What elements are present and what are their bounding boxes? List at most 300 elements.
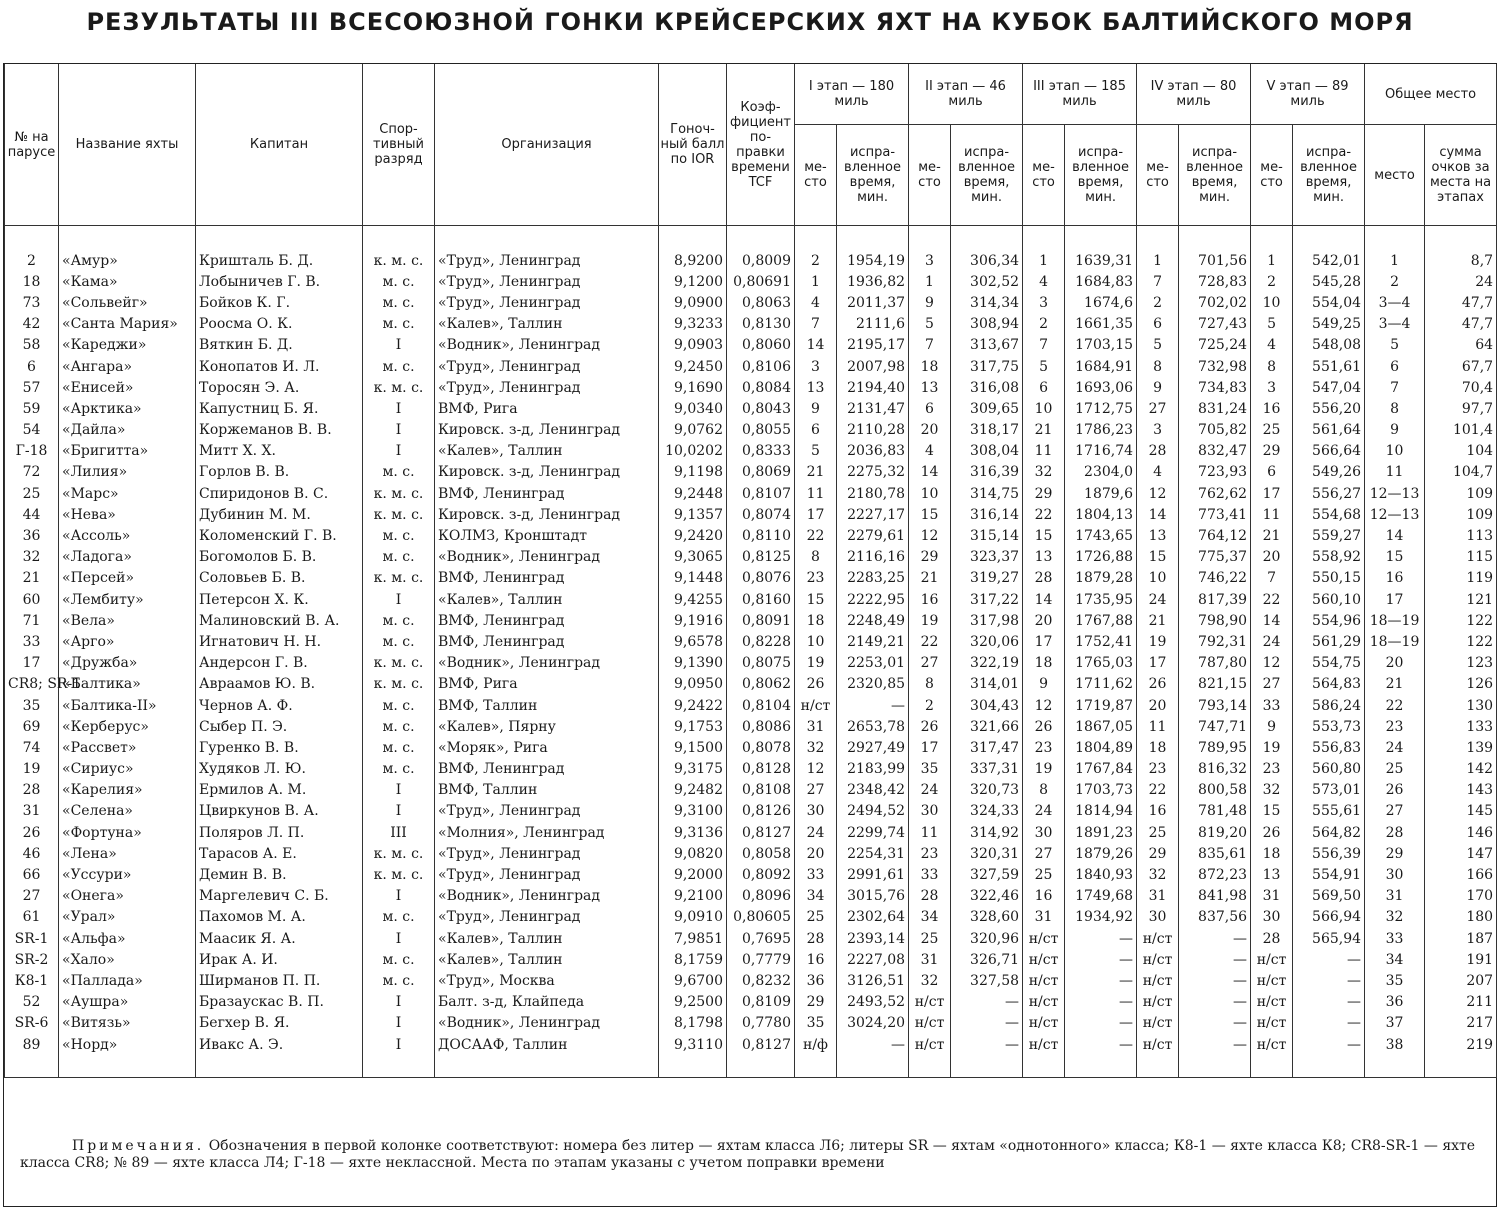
stage-5-place-cell: 30: [1251, 907, 1293, 928]
stage-1-time-cell: 2275,32: [837, 462, 909, 483]
stage-1-time-cell: 2110,28: [837, 420, 909, 441]
stage-1-place-cell: 25: [795, 907, 837, 928]
ior-rating-cell: 9,2420: [659, 525, 727, 546]
header-sail-no: № на парусе: [5, 64, 59, 226]
stage-3-time-cell: 1804,89: [1065, 737, 1137, 758]
header-stage-4-place: место: [1137, 125, 1179, 226]
captain-cell: Ермилов А. М.: [196, 780, 363, 801]
stage-3-time-cell: 1674,6: [1065, 292, 1137, 313]
stage-4-time-cell: —: [1179, 1034, 1251, 1055]
stage-1-time-cell: 2011,37: [837, 292, 909, 313]
stage-5-time-cell: 565,94: [1293, 928, 1365, 949]
stage-2-place-cell: 5: [909, 314, 951, 335]
rank-cell: м. с.: [363, 759, 435, 780]
ior-rating-cell: 9,0910: [659, 907, 727, 928]
rank-cell: к. м. с.: [363, 250, 435, 271]
overall-sum-cell: 64: [1425, 335, 1497, 356]
stage-4-time-cell: 792,31: [1179, 631, 1251, 652]
table-row: [5, 1013, 1497, 1034]
overall-place-cell: 7: [1365, 377, 1425, 398]
stage-3-time-cell: 1767,84: [1065, 759, 1137, 780]
stage-5-time-cell: 545,28: [1293, 271, 1365, 292]
stage-5-time-cell: 559,27: [1293, 525, 1365, 546]
stage-4-place-cell: н/ст: [1137, 928, 1179, 949]
captain-cell: Ивакс А. Э.: [196, 1034, 363, 1055]
captain-cell: Вяткин Б. Д.: [196, 335, 363, 356]
stage-3-time-cell: 1703,73: [1065, 780, 1137, 801]
overall-place-cell: 17: [1365, 589, 1425, 610]
overall-place-cell: 18—19: [1365, 610, 1425, 631]
ior-rating-cell: 9,3065: [659, 547, 727, 568]
sail-no-cell: 58: [5, 335, 59, 356]
stage-5-time-cell: 554,04: [1293, 292, 1365, 313]
ior-rating-cell: 9,3175: [659, 759, 727, 780]
stage-3-place-cell: 2: [1023, 314, 1065, 335]
table-row: [5, 992, 1497, 1013]
table-row: [5, 377, 1497, 398]
organization-cell: «Труд», Ленинград: [435, 250, 659, 271]
stage-1-place-cell: 1: [795, 271, 837, 292]
stage-1-place-cell: 29: [795, 992, 837, 1013]
stage-3-place-cell: 19: [1023, 759, 1065, 780]
stage-3-time-cell: 1684,83: [1065, 271, 1137, 292]
header-yacht-name: Название яхты: [59, 64, 196, 226]
stage-5-place-cell: 14: [1251, 610, 1293, 631]
rank-cell: м. с.: [363, 314, 435, 335]
stage-1-time-cell: 2131,47: [837, 398, 909, 419]
stage-5-place-cell: 6: [1251, 462, 1293, 483]
table-row: [5, 483, 1497, 504]
organization-cell: «Водник», Ленинград: [435, 1013, 659, 1034]
stage-4-time-cell: 781,48: [1179, 801, 1251, 822]
stage-2-place-cell: 3: [909, 250, 951, 271]
stage-5-time-cell: —: [1293, 949, 1365, 970]
stage-1-place-cell: н/ф: [795, 1034, 837, 1055]
ior-rating-cell: 9,6700: [659, 970, 727, 991]
stage-3-place-cell: 24: [1023, 801, 1065, 822]
stage-4-place-cell: 28: [1137, 441, 1179, 462]
ior-rating-cell: 9,1753: [659, 716, 727, 737]
stage-5-time-cell: 560,80: [1293, 759, 1365, 780]
table-row: [5, 441, 1497, 462]
captain-cell: Пахомов М. А.: [196, 907, 363, 928]
stage-4-time-cell: 701,56: [1179, 250, 1251, 271]
header-stage-3: III этап — 185 миль: [1023, 64, 1137, 125]
table-row: [5, 759, 1497, 780]
stage-2-place-cell: 25: [909, 928, 951, 949]
overall-place-cell: 8: [1365, 398, 1425, 419]
rank-cell: к. м. с.: [363, 843, 435, 864]
stage-3-time-cell: 1867,05: [1065, 716, 1137, 737]
stage-5-place-cell: 16: [1251, 398, 1293, 419]
captain-cell: Авраамов Ю. В.: [196, 674, 363, 695]
overall-place-cell: 36: [1365, 992, 1425, 1013]
organization-cell: «Труд», Ленинград: [435, 377, 659, 398]
stage-2-time-cell: 304,43: [951, 695, 1023, 716]
stage-3-place-cell: 28: [1023, 568, 1065, 589]
stage-4-place-cell: 1: [1137, 250, 1179, 271]
sail-no-cell: 28: [5, 780, 59, 801]
stage-3-time-cell: 1719,87: [1065, 695, 1137, 716]
stage-2-place-cell: 23: [909, 843, 951, 864]
stage-4-time-cell: 728,83: [1179, 271, 1251, 292]
captain-cell: Петерсон Х. К.: [196, 589, 363, 610]
stage-3-time-cell: 1814,94: [1065, 801, 1137, 822]
ior-rating-cell: 9,1448: [659, 568, 727, 589]
tcf-cell: 0,8043: [727, 398, 795, 419]
sail-no-cell: SR-1: [5, 928, 59, 949]
stage-1-time-cell: 3015,76: [837, 886, 909, 907]
ior-rating-cell: 9,2100: [659, 886, 727, 907]
stage-2-place-cell: 12: [909, 525, 951, 546]
stage-1-place-cell: 11: [795, 483, 837, 504]
overall-sum-cell: 97,7: [1425, 398, 1497, 419]
stage-3-place-cell: 11: [1023, 441, 1065, 462]
yacht-name-cell: «Ангара»: [59, 356, 196, 377]
stage-4-place-cell: 14: [1137, 504, 1179, 525]
rank-cell: I: [363, 335, 435, 356]
ior-rating-cell: 9,0903: [659, 335, 727, 356]
organization-cell: «Труд», Ленинград: [435, 864, 659, 885]
stage-1-time-cell: 1936,82: [837, 271, 909, 292]
stage-1-place-cell: 31: [795, 716, 837, 737]
stage-2-time-cell: 326,71: [951, 949, 1023, 970]
stage-2-place-cell: 28: [909, 886, 951, 907]
yacht-name-cell: «Бригитта»: [59, 441, 196, 462]
stage-2-place-cell: н/ст: [909, 992, 951, 1013]
header-stage-2-place: место: [909, 125, 951, 226]
stage-1-time-cell: 1954,19: [837, 250, 909, 271]
organization-cell: «Труд», Ленинград: [435, 843, 659, 864]
stage-2-time-cell: 320,06: [951, 631, 1023, 652]
rank-cell: м. с.: [363, 547, 435, 568]
organization-cell: ВМФ, Ленинград: [435, 759, 659, 780]
overall-place-cell: 29: [1365, 843, 1425, 864]
stage-5-place-cell: 4: [1251, 335, 1293, 356]
yacht-name-cell: «Витязь»: [59, 1013, 196, 1034]
overall-sum-cell: 113: [1425, 525, 1497, 546]
sail-no-cell: 32: [5, 547, 59, 568]
stage-1-time-cell: 2180,78: [837, 483, 909, 504]
tcf-cell: 0,7780: [727, 1013, 795, 1034]
table-row: [5, 356, 1497, 377]
stage-2-place-cell: 35: [909, 759, 951, 780]
stage-1-place-cell: 18: [795, 610, 837, 631]
stage-5-time-cell: 554,68: [1293, 504, 1365, 525]
rank-cell: III: [363, 822, 435, 843]
stage-3-time-cell: 1639,31: [1065, 250, 1137, 271]
overall-place-cell: 14: [1365, 525, 1425, 546]
tcf-cell: 0,80691: [727, 271, 795, 292]
stage-1-place-cell: 35: [795, 1013, 837, 1034]
stage-5-time-cell: 549,26: [1293, 462, 1365, 483]
stage-1-place-cell: 7: [795, 314, 837, 335]
rank-cell: I: [363, 928, 435, 949]
header-stage-2: II этап — 46 миль: [909, 64, 1023, 125]
organization-cell: «Водник», Ленинград: [435, 335, 659, 356]
stage-5-place-cell: 9: [1251, 716, 1293, 737]
stage-3-time-cell: —: [1065, 1013, 1137, 1034]
organization-cell: ДОСААФ, Таллин: [435, 1034, 659, 1055]
table-spacer: [5, 1055, 1497, 1078]
stage-4-place-cell: 32: [1137, 864, 1179, 885]
footnote-lead: Примечания.: [72, 1138, 205, 1154]
overall-place-cell: 3—4: [1365, 292, 1425, 313]
stage-5-place-cell: 22: [1251, 589, 1293, 610]
captain-cell: Бойков К. Г.: [196, 292, 363, 313]
stage-1-time-cell: 3024,20: [837, 1013, 909, 1034]
stage-1-place-cell: 22: [795, 525, 837, 546]
stage-3-time-cell: 2304,0: [1065, 462, 1137, 483]
stage-2-place-cell: 6: [909, 398, 951, 419]
stage-1-place-cell: 13: [795, 377, 837, 398]
overall-sum-cell: 104: [1425, 441, 1497, 462]
stage-5-time-cell: —: [1293, 1034, 1365, 1055]
rank-cell: м. с.: [363, 462, 435, 483]
stage-1-time-cell: 2195,17: [837, 335, 909, 356]
stage-1-place-cell: 2: [795, 250, 837, 271]
stage-4-time-cell: —: [1179, 949, 1251, 970]
table-row: [5, 780, 1497, 801]
ior-rating-cell: 10,0202: [659, 441, 727, 462]
stage-1-place-cell: 6: [795, 420, 837, 441]
header-stage-4: IV этап — 80 миль: [1137, 64, 1251, 125]
stage-5-place-cell: 2: [1251, 271, 1293, 292]
organization-cell: ВМФ, Ленинград: [435, 483, 659, 504]
stage-4-time-cell: 732,98: [1179, 356, 1251, 377]
organization-cell: «Труд», Ленинград: [435, 271, 659, 292]
stage-3-time-cell: 1891,23: [1065, 822, 1137, 843]
yacht-name-cell: «Урал»: [59, 907, 196, 928]
sail-no-cell: CR8; SR-1: [5, 674, 59, 695]
stage-2-place-cell: 21: [909, 568, 951, 589]
stage-2-time-cell: 327,58: [951, 970, 1023, 991]
captain-cell: Богомолов Б. В.: [196, 547, 363, 568]
stage-4-time-cell: 793,14: [1179, 695, 1251, 716]
table-row: [5, 801, 1497, 822]
yacht-name-cell: «Паллада»: [59, 970, 196, 991]
stage-5-time-cell: 542,01: [1293, 250, 1365, 271]
stage-3-time-cell: 1726,88: [1065, 547, 1137, 568]
overall-sum-cell: 47,7: [1425, 314, 1497, 335]
rank-cell: м. с.: [363, 737, 435, 758]
stage-1-time-cell: 2254,31: [837, 843, 909, 864]
stage-3-time-cell: —: [1065, 1034, 1137, 1055]
stage-4-time-cell: 705,82: [1179, 420, 1251, 441]
overall-sum-cell: 47,7: [1425, 292, 1497, 313]
overall-sum-cell: 146: [1425, 822, 1497, 843]
stage-4-place-cell: 24: [1137, 589, 1179, 610]
stage-4-time-cell: 746,22: [1179, 568, 1251, 589]
overall-sum-cell: 145: [1425, 801, 1497, 822]
stage-3-time-cell: 1711,62: [1065, 674, 1137, 695]
stage-3-place-cell: н/ст: [1023, 992, 1065, 1013]
stage-1-time-cell: 2991,61: [837, 864, 909, 885]
stage-3-time-cell: 1879,6: [1065, 483, 1137, 504]
stage-4-time-cell: 819,20: [1179, 822, 1251, 843]
stage-4-time-cell: 762,62: [1179, 483, 1251, 504]
stage-3-place-cell: н/ст: [1023, 1013, 1065, 1034]
header-stage-3-place: место: [1023, 125, 1065, 226]
stage-5-place-cell: 13: [1251, 864, 1293, 885]
stage-4-place-cell: 20: [1137, 695, 1179, 716]
header-stage-4-time: исправленное время, мин.: [1179, 125, 1251, 226]
tcf-cell: 0,8055: [727, 420, 795, 441]
table-row: [5, 907, 1497, 928]
tcf-cell: 0,8108: [727, 780, 795, 801]
overall-place-cell: 22: [1365, 695, 1425, 716]
yacht-name-cell: «Ассоль»: [59, 525, 196, 546]
organization-cell: ВМФ, Ленинград: [435, 610, 659, 631]
tcf-cell: 0,8009: [727, 250, 795, 271]
overall-place-cell: 12—13: [1365, 483, 1425, 504]
stage-1-place-cell: 9: [795, 398, 837, 419]
stage-5-time-cell: 564,83: [1293, 674, 1365, 695]
tcf-cell: 0,8333: [727, 441, 795, 462]
stage-1-place-cell: 20: [795, 843, 837, 864]
stage-1-time-cell: 3126,51: [837, 970, 909, 991]
header-stage-5: V этап — 89 миль: [1251, 64, 1365, 125]
sail-no-cell: 6: [5, 356, 59, 377]
stage-3-place-cell: 3: [1023, 292, 1065, 313]
rank-cell: м. с.: [363, 970, 435, 991]
header-stage-2-time: исправленное время, мин.: [951, 125, 1023, 226]
stage-2-time-cell: 316,08: [951, 377, 1023, 398]
overall-sum-cell: 101,4: [1425, 420, 1497, 441]
stage-1-place-cell: 32: [795, 737, 837, 758]
overall-place-cell: 12—13: [1365, 504, 1425, 525]
rank-cell: I: [363, 992, 435, 1013]
stage-3-place-cell: 30: [1023, 822, 1065, 843]
tcf-cell: 0,8084: [727, 377, 795, 398]
captain-cell: Коломенский Г. В.: [196, 525, 363, 546]
stage-5-place-cell: 18: [1251, 843, 1293, 864]
overall-sum-cell: 147: [1425, 843, 1497, 864]
stage-3-place-cell: 17: [1023, 631, 1065, 652]
overall-place-cell: 23: [1365, 716, 1425, 737]
stage-4-place-cell: 2: [1137, 292, 1179, 313]
header-stage-1-time: исправленное время, мин.: [837, 125, 909, 226]
stage-5-place-cell: 1: [1251, 250, 1293, 271]
stage-2-time-cell: 321,66: [951, 716, 1023, 737]
overall-sum-cell: 109: [1425, 504, 1497, 525]
table-row: [5, 589, 1497, 610]
stage-2-place-cell: 9: [909, 292, 951, 313]
stage-3-time-cell: 1703,15: [1065, 335, 1137, 356]
sail-no-cell: 27: [5, 886, 59, 907]
stage-4-time-cell: —: [1179, 992, 1251, 1013]
rank-cell: к. м. с.: [363, 504, 435, 525]
stage-2-place-cell: 2: [909, 695, 951, 716]
table-row: [5, 970, 1497, 991]
stage-5-place-cell: н/ст: [1251, 970, 1293, 991]
stage-4-place-cell: 23: [1137, 759, 1179, 780]
yacht-name-cell: «Балтика-II»: [59, 695, 196, 716]
overall-place-cell: 18—19: [1365, 631, 1425, 652]
captain-cell: Андерсон Г. В.: [196, 653, 363, 674]
overall-place-cell: 10: [1365, 441, 1425, 462]
stage-4-time-cell: 789,95: [1179, 737, 1251, 758]
organization-cell: ВМФ, Таллин: [435, 780, 659, 801]
stage-4-time-cell: 816,32: [1179, 759, 1251, 780]
tcf-cell: 0,8075: [727, 653, 795, 674]
stage-3-place-cell: 16: [1023, 886, 1065, 907]
stage-3-place-cell: 5: [1023, 356, 1065, 377]
stage-1-place-cell: 26: [795, 674, 837, 695]
stage-3-time-cell: 1712,75: [1065, 398, 1137, 419]
ior-rating-cell: 9,1390: [659, 653, 727, 674]
stage-2-time-cell: 324,33: [951, 801, 1023, 822]
sail-no-cell: 42: [5, 314, 59, 335]
stage-1-time-cell: 2283,25: [837, 568, 909, 589]
ior-rating-cell: 9,3110: [659, 1034, 727, 1055]
ior-rating-cell: 9,2422: [659, 695, 727, 716]
sail-no-cell: 52: [5, 992, 59, 1013]
organization-cell: Балт. з-д, Клайпеда: [435, 992, 659, 1013]
tcf-cell: 0,8060: [727, 335, 795, 356]
stage-5-place-cell: 12: [1251, 653, 1293, 674]
stage-2-time-cell: 308,04: [951, 441, 1023, 462]
organization-cell: «Моряк», Рига: [435, 737, 659, 758]
stage-2-place-cell: 16: [909, 589, 951, 610]
captain-cell: Ирак А. И.: [196, 949, 363, 970]
captain-cell: Горлов В. В.: [196, 462, 363, 483]
stage-1-time-cell: 2320,85: [837, 674, 909, 695]
stage-5-time-cell: 554,96: [1293, 610, 1365, 631]
stage-3-place-cell: 29: [1023, 483, 1065, 504]
stage-3-time-cell: 1752,41: [1065, 631, 1137, 652]
stage-2-time-cell: 319,27: [951, 568, 1023, 589]
yacht-name-cell: «Уссури»: [59, 864, 196, 885]
stage-5-time-cell: —: [1293, 1013, 1365, 1034]
stage-2-time-cell: 337,31: [951, 759, 1023, 780]
stage-3-time-cell: —: [1065, 949, 1137, 970]
stage-2-place-cell: 26: [909, 716, 951, 737]
overall-sum-cell: 207: [1425, 970, 1497, 991]
stage-5-time-cell: 566,94: [1293, 907, 1365, 928]
overall-place-cell: 20: [1365, 653, 1425, 674]
stage-2-time-cell: 302,52: [951, 271, 1023, 292]
stage-4-time-cell: 764,12: [1179, 525, 1251, 546]
stage-1-place-cell: 8: [795, 547, 837, 568]
overall-place-cell: 5: [1365, 335, 1425, 356]
stage-4-place-cell: 17: [1137, 653, 1179, 674]
stage-1-place-cell: 14: [795, 335, 837, 356]
yacht-name-cell: «Ладога»: [59, 547, 196, 568]
stage-1-time-cell: 2302,64: [837, 907, 909, 928]
stage-2-place-cell: 34: [909, 907, 951, 928]
yacht-name-cell: «Хало»: [59, 949, 196, 970]
tcf-cell: 0,8069: [727, 462, 795, 483]
yacht-name-cell: «Лилия»: [59, 462, 196, 483]
stage-2-place-cell: 14: [909, 462, 951, 483]
stage-4-place-cell: 30: [1137, 907, 1179, 928]
table-row: [5, 886, 1497, 907]
header-stage-1: I этап — 180 миль: [795, 64, 909, 125]
stage-4-time-cell: 702,02: [1179, 292, 1251, 313]
ior-rating-cell: 9,0820: [659, 843, 727, 864]
stage-3-place-cell: 22: [1023, 504, 1065, 525]
stage-5-time-cell: —: [1293, 970, 1365, 991]
captain-cell: Соловьев Б. В.: [196, 568, 363, 589]
organization-cell: ВМФ, Ленинград: [435, 568, 659, 589]
overall-sum-cell: 115: [1425, 547, 1497, 568]
stage-1-time-cell: 2494,52: [837, 801, 909, 822]
yacht-name-cell: «Арктика»: [59, 398, 196, 419]
ior-rating-cell: 9,3100: [659, 801, 727, 822]
header-organization: Организация: [435, 64, 659, 226]
stage-2-time-cell: 322,46: [951, 886, 1023, 907]
